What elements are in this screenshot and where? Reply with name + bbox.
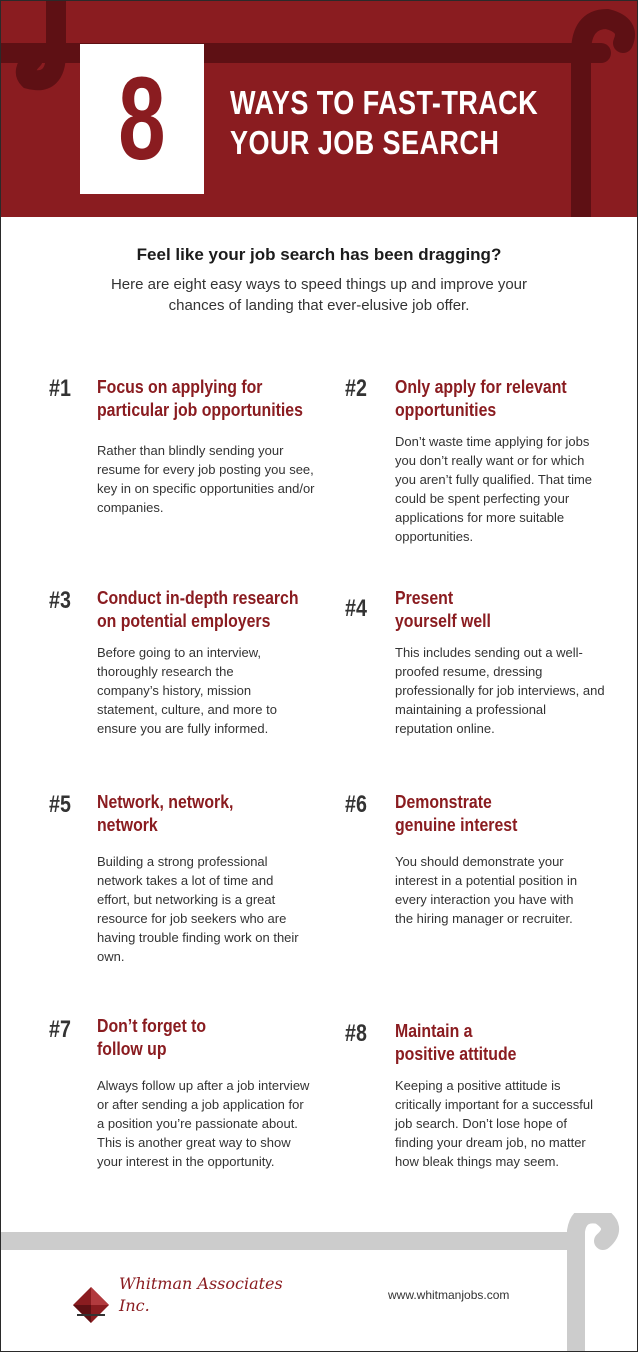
tip-2-number: #2 — [345, 375, 367, 402]
tip-1-body: Rather than blindly sending your resume for every job posting you see, key in on specific opportunities and/or companies. — [97, 443, 315, 515]
intro-subtitle: Here are eight easy ways to speed things up and improve your chances of landing that ever-elusive job offer. — [110, 276, 528, 314]
tip-8-number: #8 — [345, 1020, 367, 1047]
tip-1-title: Focus on applying for particular job opportunities — [97, 377, 303, 420]
tip-8-title: Maintain a positive attitude — [395, 1021, 517, 1064]
tip-6-title: Demonstrate genuine interest — [395, 792, 518, 835]
footer-pipe-decoration — [1, 1213, 637, 1352]
tip-5-body: Building a strong professional network takes a lot of time and effort, but networking is a great resource for job seekers who are having trouble finding work on their own. — [97, 854, 299, 964]
header-number: 8 — [118, 53, 166, 185]
tip-3-body: Before going to an interview, thoroughly research the company’s history, mission statement, culture, and more to ensure you are fully informed. — [97, 645, 277, 736]
tip-2-body: Don’t waste time applying for jobs you don’t really want or for which you aren’t fully qualified. That time could be spent perfecting your applications for more suitable opportunities. — [395, 434, 593, 544]
tip-2-title: Only apply for relevant opportunities — [395, 377, 567, 420]
tip-7-number: #7 — [49, 1016, 71, 1043]
tip-5-title: Network, network, network — [97, 792, 234, 835]
tip-4-body: This includes sending out a well-proofed resume, dressing professionally for job interviews, and maintaining a professional reputation online. — [395, 645, 605, 736]
title-line-2: YOUR JOB SEARCH — [230, 124, 500, 161]
website-link[interactable]: www.whitmanjobs.com — [388, 1288, 510, 1302]
tip-4-title: Present yourself well — [395, 588, 491, 631]
company-name — [119, 1273, 283, 1317]
page-title — [230, 83, 606, 163]
tip-5-number: #5 — [49, 791, 71, 818]
company-logo-icon — [71, 1285, 111, 1325]
tip-6-number: #6 — [345, 791, 367, 818]
tip-3-number: #3 — [49, 587, 71, 614]
tip-1-number: #1 — [49, 375, 71, 402]
tip-7-body: Always follow up after a job interview or after sending a job application for a position you’re passionate about. This is another great way to show your interest in the opportunity. — [97, 1078, 310, 1169]
title-line-1: WAYS TO FAST-TRACK — [230, 84, 539, 121]
number-box — [80, 44, 204, 194]
tip-6-body: You should demonstrate your interest in a potential position in every interaction you have with the hiring manager or recruiter. — [395, 854, 578, 926]
intro-question: Feel like your job search has been dragging? — [136, 245, 502, 264]
tip-8-body: Keeping a positive attitude is critically important for a successful job search. Don’t lose hope of finding your dream job, no matter how bleak things may seem. — [395, 1078, 593, 1169]
company-name-line-1: Whitman Associates — [119, 1274, 283, 1293]
company-name-line-2: Inc. — [119, 1296, 150, 1315]
tip-7-title: Don’t forget to follow up — [97, 1016, 207, 1059]
tip-4-number: #4 — [345, 595, 367, 622]
tip-3-title: Conduct in-depth research on potential employers — [97, 588, 299, 631]
header-banner — [1, 1, 637, 217]
